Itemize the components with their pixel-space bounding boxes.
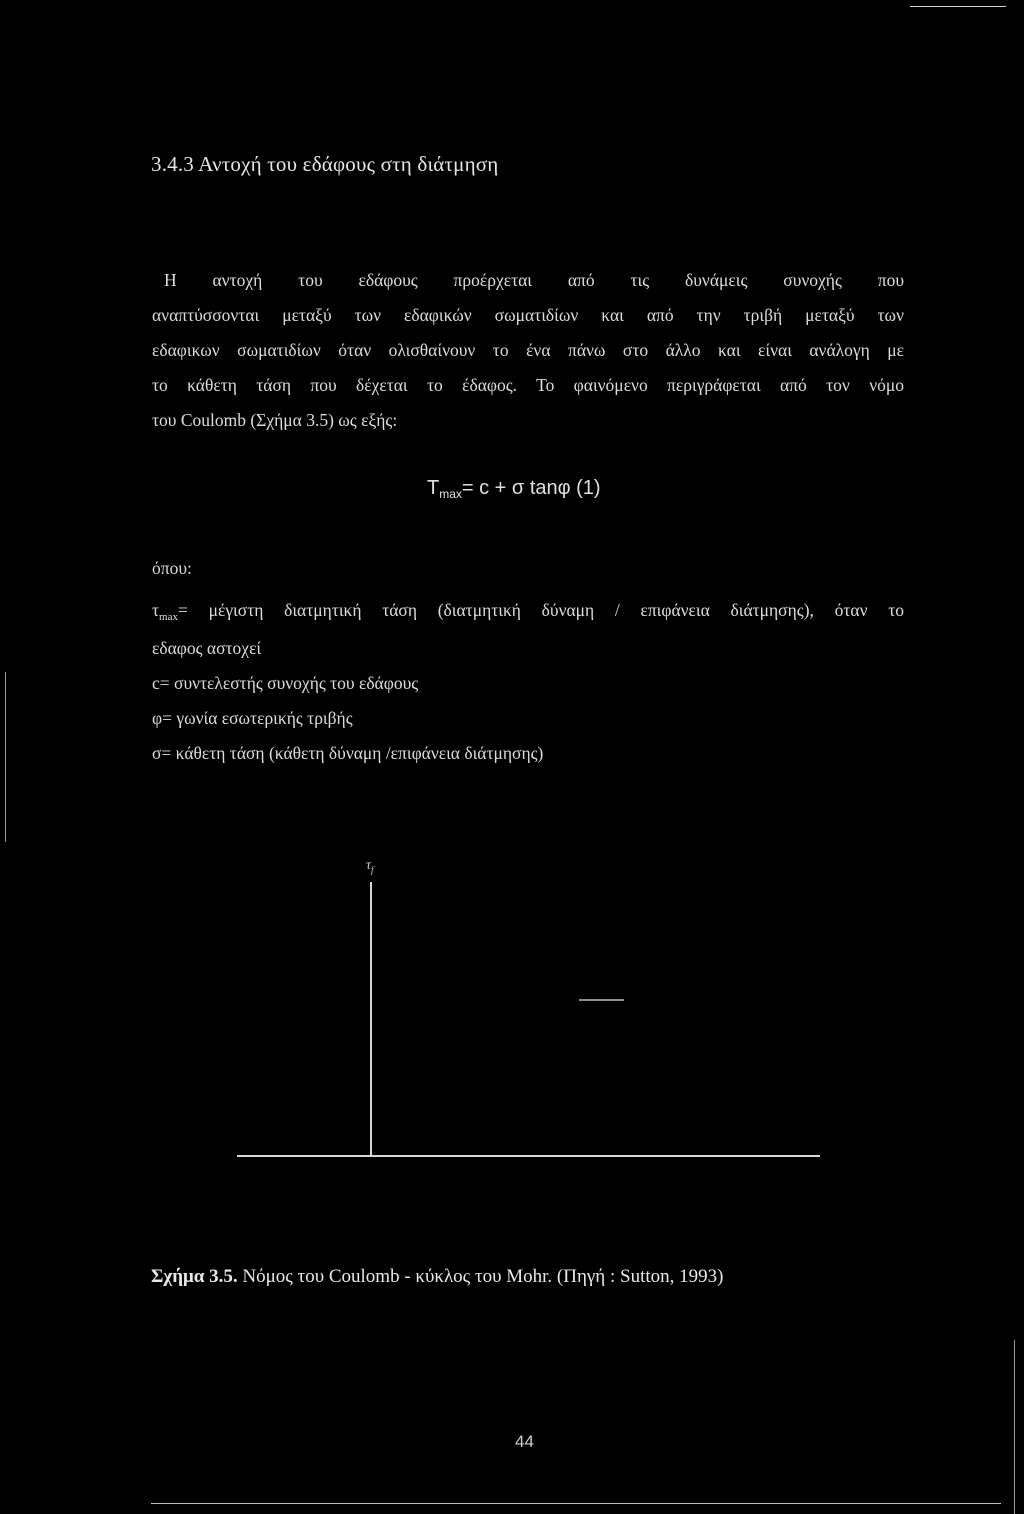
paragraph-line: του Coulomb (Σχήμα 3.5) ως εξής:	[152, 410, 398, 430]
tau-subscript: max	[159, 611, 178, 623]
tau-definition-text: = μέγιστη διατμητική τάση (διατμητική δύναμη / επιφάνεια διάτμησης), όταν το	[178, 600, 904, 620]
definition-sigma: σ= κάθετη τάση (κάθετη δύναμη /επιφάνεια διάτμησης)	[152, 743, 544, 763]
paragraph-line: Η αντοχή του εδάφους προέρχεται από τις δυνάμεις συνοχής που	[164, 270, 904, 290]
y-axis-subscript: f	[371, 864, 374, 875]
formula-subscript: max	[439, 487, 462, 501]
paragraph-line: αναπτύσσονται μεταξύ των εδαφικών σωματιδίων και από την τριβή μεταξύ των	[152, 305, 904, 325]
definition-phi: φ= γωνία εσωτερικής τριβής	[152, 708, 353, 728]
where-label: όπου:	[152, 558, 192, 578]
caption-label: Σχήμα 3.5.	[151, 1266, 238, 1287]
paragraph-line: το κάθετη τάση που δέχεται το έδαφος. Το φαινόμενο περιγράφεται από τον νόμο	[152, 375, 904, 395]
formula-rhs: = c + σ tanφ (1)	[461, 477, 601, 499]
definition-c: c= συντελεστής συνοχής του εδάφους	[152, 673, 419, 693]
y-axis-symbol: τ	[366, 858, 372, 873]
tau-symbol: τ	[152, 600, 160, 620]
section-heading: 3.4.3 Αντοχή του εδάφους στη διάτμηση	[151, 152, 499, 176]
definition-tau-continued: εδαφος αστοχεί	[152, 638, 262, 658]
footer-rule	[151, 1503, 1001, 1504]
figure-caption	[151, 1266, 723, 1288]
page-number: 44	[515, 1432, 534, 1451]
caption-text: Νόμος του Coulomb - κύκλος του Mohr. (Πηγή : Sutton, 1993)	[237, 1266, 724, 1287]
paragraph-line: εδαφικων σωματιδίων όταν ολισθαίνουν το ένα πάνω στο άλλο και είναι ανάλογη με	[152, 340, 904, 360]
formula-symbol: T	[427, 477, 440, 499]
